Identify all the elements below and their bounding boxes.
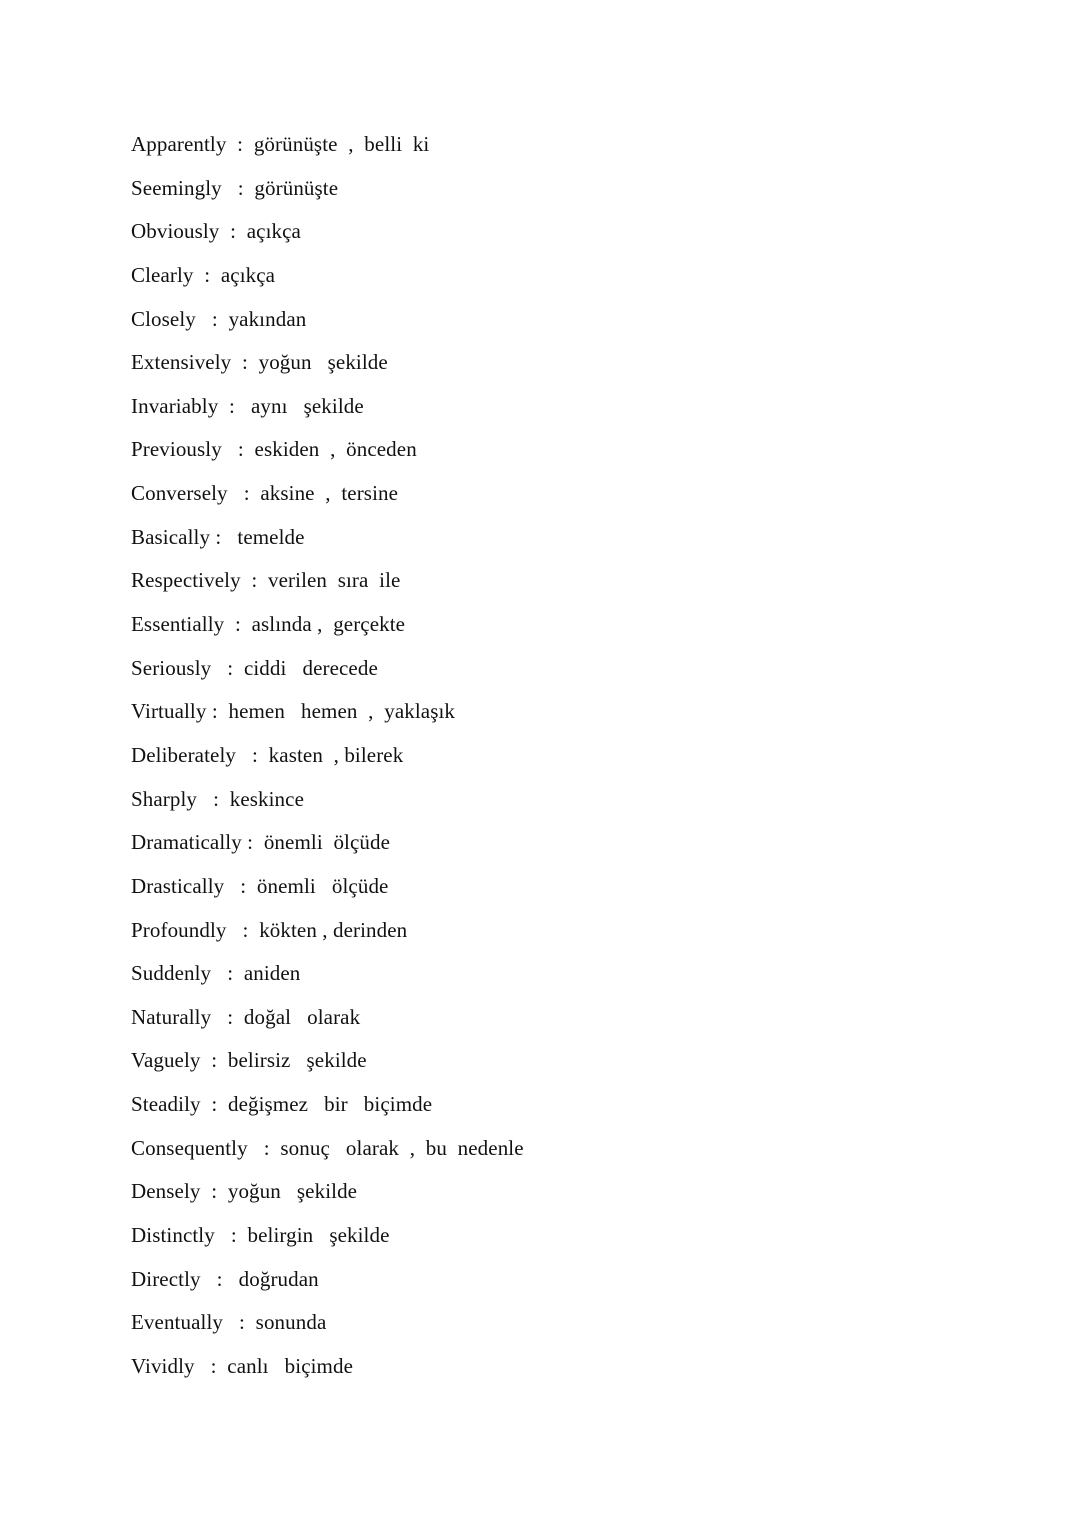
- separator: :: [193, 262, 221, 287]
- vocab-entry: [131, 1308, 524, 1352]
- turkish-meaning: yoğun şekilde: [227, 1179, 358, 1204]
- separator: :: [224, 612, 252, 637]
- turkish-meaning: yakından: [228, 306, 307, 331]
- separator: :: [235, 742, 269, 767]
- turkish-meaning: kasten , bilerek: [268, 742, 404, 767]
- separator: :: [200, 1266, 239, 1291]
- separator: :: [214, 1223, 248, 1248]
- vocab-entry: [131, 523, 524, 567]
- turkish-meaning: canlı biçimde: [227, 1353, 354, 1378]
- english-term: Steadily: [131, 1092, 201, 1117]
- separator: :: [224, 873, 257, 898]
- vocab-entry: [131, 217, 524, 261]
- turkish-meaning: ciddi derecede: [243, 655, 378, 680]
- vocab-entry: [131, 435, 524, 479]
- vocab-entry: [131, 1090, 524, 1134]
- turkish-meaning: aksine , tersine: [260, 481, 399, 506]
- english-term: Densely: [131, 1179, 201, 1204]
- english-term: Consequently: [131, 1135, 248, 1160]
- vocab-entry: [131, 1265, 524, 1309]
- separator: :: [221, 175, 255, 200]
- english-term: Dramatically: [131, 830, 242, 855]
- separator: :: [231, 350, 259, 375]
- separator: :: [222, 1310, 256, 1335]
- english-term: Invariably: [131, 393, 219, 418]
- turkish-meaning: önemli ölçüde: [263, 830, 391, 855]
- separator: :: [200, 1179, 228, 1204]
- separator: :: [211, 1004, 244, 1029]
- vocab-entry: [131, 959, 524, 1003]
- separator: :: [206, 699, 229, 724]
- vocab-entry: [131, 392, 524, 436]
- separator: :: [241, 830, 264, 855]
- vocab-entry: [131, 1221, 524, 1265]
- english-term: Distinctly: [131, 1223, 215, 1248]
- separator: :: [240, 568, 269, 593]
- vocab-entry: [131, 916, 524, 960]
- separator: :: [210, 524, 238, 549]
- english-term: Virtually: [131, 699, 207, 724]
- vocab-entry: [131, 741, 524, 785]
- english-term: Respectively: [131, 568, 241, 593]
- vocab-entry: [131, 872, 524, 916]
- english-term: Naturally: [131, 1004, 212, 1029]
- turkish-meaning: eskiden , önceden: [254, 437, 417, 462]
- english-term: Sharply: [131, 786, 198, 811]
- separator: :: [211, 655, 244, 680]
- english-term: Eventually: [131, 1310, 223, 1335]
- turkish-meaning: açıkça: [246, 219, 301, 244]
- turkish-meaning: değişmez bir biçimde: [227, 1092, 433, 1117]
- english-term: Previously: [131, 437, 222, 462]
- separator: :: [227, 481, 261, 506]
- english-term: Deliberately: [131, 742, 236, 767]
- english-term: Directly: [131, 1266, 201, 1291]
- separator: :: [194, 1353, 228, 1378]
- turkish-meaning: önemli ölçüde: [256, 873, 389, 898]
- turkish-meaning: yoğun şekilde: [258, 350, 388, 375]
- vocab-entry: [131, 305, 524, 349]
- english-term: Vividly: [131, 1353, 195, 1378]
- english-term: Basically: [131, 524, 211, 549]
- vocab-entry: [131, 1003, 524, 1047]
- vocab-entry: [131, 348, 524, 392]
- english-term: Suddenly: [131, 961, 212, 986]
- separator: :: [226, 132, 254, 156]
- separator: :: [219, 219, 247, 244]
- vocab-entry: [131, 654, 524, 698]
- vocabulary-list: [131, 130, 524, 1396]
- vocab-entry: [131, 1046, 524, 1090]
- turkish-meaning: aniden: [243, 961, 301, 986]
- turkish-meaning: temelde: [237, 524, 305, 549]
- turkish-meaning: aslında , gerçekte: [251, 612, 406, 637]
- english-term: Seemingly: [131, 175, 222, 200]
- separator: :: [195, 306, 229, 331]
- turkish-meaning: hemen hemen , yaklaşık: [228, 699, 456, 724]
- english-term: Obviously: [131, 219, 220, 244]
- vocab-entry: [131, 174, 524, 218]
- turkish-meaning: sonunda: [255, 1310, 327, 1335]
- vocab-entry: [131, 828, 524, 872]
- english-term: Apparently: [131, 132, 227, 156]
- turkish-meaning: görünüşte: [254, 175, 339, 200]
- separator: :: [211, 961, 244, 986]
- turkish-meaning: belirgin şekilde: [247, 1223, 390, 1248]
- turkish-meaning: belirsiz şekilde: [227, 1048, 367, 1073]
- vocab-entry: [131, 1177, 524, 1221]
- english-term: Vaguely: [131, 1048, 201, 1073]
- turkish-meaning: doğal olarak: [243, 1004, 361, 1029]
- english-term: Extensively: [131, 350, 232, 375]
- vocab-entry: [131, 261, 524, 305]
- turkish-meaning: keskince: [229, 786, 304, 811]
- vocab-entry: [131, 479, 524, 523]
- vocab-entry: [131, 1134, 524, 1178]
- separator: :: [200, 1048, 228, 1073]
- english-term: Profoundly: [131, 917, 227, 942]
- turkish-meaning: görünüşte , belli ki: [253, 132, 430, 156]
- turkish-meaning: sonuç olarak , bu nedenle: [280, 1135, 524, 1160]
- vocab-entry: [131, 130, 524, 174]
- english-term: Essentially: [131, 612, 225, 637]
- turkish-meaning: açıkça: [220, 262, 276, 287]
- english-term: Closely: [131, 306, 196, 331]
- separator: :: [197, 786, 230, 811]
- vocab-entry: [131, 566, 524, 610]
- vocab-entry: [131, 610, 524, 654]
- turkish-meaning: verilen sıra ile: [268, 568, 401, 593]
- separator: :: [226, 917, 260, 942]
- separator: :: [200, 1092, 228, 1117]
- english-term: Drastically: [131, 873, 225, 898]
- english-term: Conversely: [131, 481, 228, 506]
- vocab-entry: [131, 1352, 524, 1396]
- vocab-entry: [131, 697, 524, 741]
- separator: :: [221, 437, 255, 462]
- turkish-meaning: aynı şekilde: [250, 393, 364, 418]
- turkish-meaning: kökten , derinden: [259, 917, 408, 942]
- separator: :: [218, 393, 251, 418]
- vocab-entry: [131, 785, 524, 829]
- separator: :: [247, 1135, 281, 1160]
- english-term: Clearly: [131, 262, 194, 287]
- english-term: Seriously: [131, 655, 212, 680]
- turkish-meaning: doğrudan: [238, 1266, 319, 1291]
